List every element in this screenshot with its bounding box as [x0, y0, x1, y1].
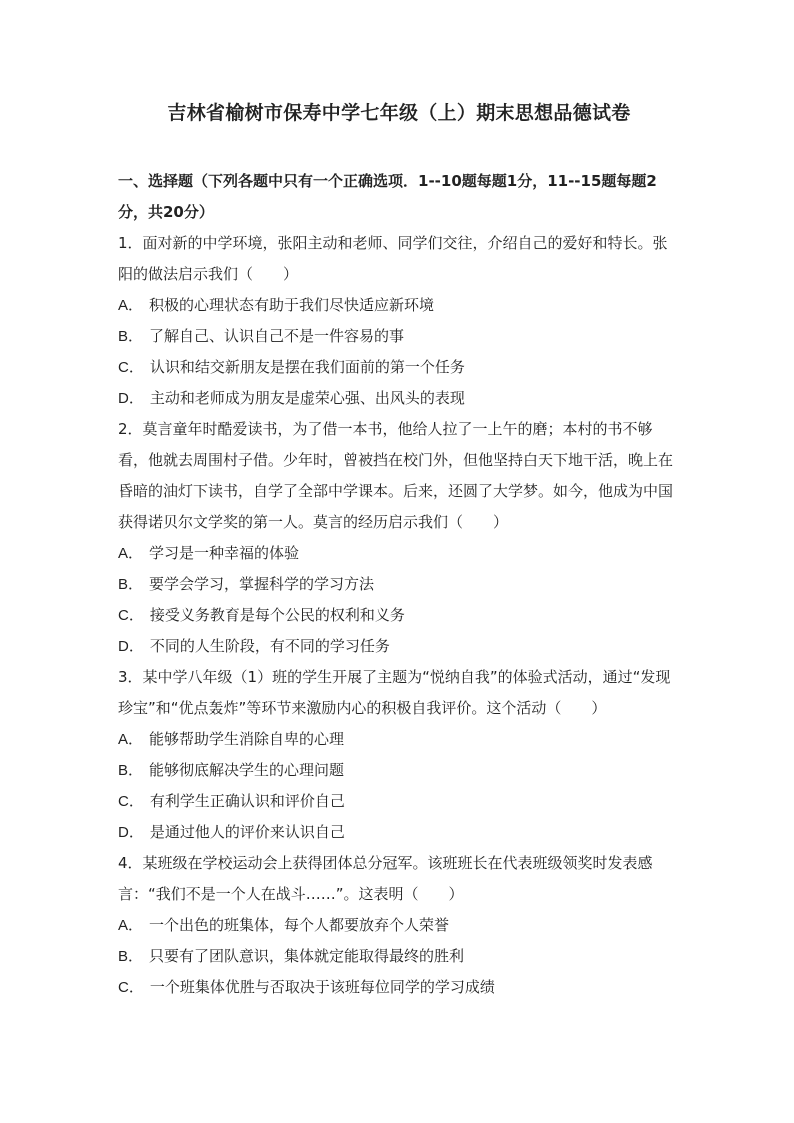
option-b [118, 569, 680, 600]
option-letter: A． [118, 297, 144, 314]
question-2 [118, 414, 680, 662]
option-text: 是通过他人的评价来认识自己 [149, 823, 345, 841]
option-text: 能够彻底解决学生的心理问题 [149, 761, 345, 779]
option-letter: A． [118, 545, 144, 562]
exam-page [118, 100, 680, 1003]
option-letter: B． [118, 762, 144, 779]
question-3 [118, 662, 680, 848]
option-d [118, 817, 680, 848]
option-a [118, 910, 680, 941]
option-text: 主动和老师成为朋友是虚荣心强、出风头的表现 [149, 389, 465, 407]
option-text: 认识和结交新朋友是摆在我们面前的第一个任务 [149, 358, 465, 376]
question-4 [118, 848, 680, 1003]
option-letter: B． [118, 576, 144, 593]
option-letter: A． [118, 917, 144, 934]
option-text: 能够帮助学生消除自卑的心理 [149, 730, 345, 748]
option-letter: B． [118, 948, 144, 965]
option-a [118, 290, 680, 321]
option-letter: D． [118, 824, 144, 841]
question-1 [118, 228, 680, 414]
option-b [118, 941, 680, 972]
option-text: 积极的心理状态有助于我们尽快适应新环境 [149, 296, 435, 314]
question-stem: 3．某中学八年级（1）班的学生开展了主题为“悦纳自我”的体验式活动，通过“发现珍宝”和“优点轰炸”等环节来激励内心的积极自我评价。这个活动（ ） [118, 668, 671, 717]
option-a [118, 538, 680, 569]
option-c [118, 600, 680, 631]
option-letter: B． [118, 328, 144, 345]
option-c [118, 972, 680, 1003]
option-a [118, 724, 680, 755]
option-letter: A． [118, 731, 144, 748]
option-text: 只要有了团队意识，集体就定能取得最终的胜利 [149, 947, 465, 965]
option-letter: C． [118, 359, 144, 376]
option-b [118, 321, 680, 352]
option-text: 接受义务教育是每个公民的权利和义务 [149, 606, 405, 624]
option-text: 有利学生正确认识和评价自己 [149, 792, 345, 810]
option-text: 要学会学习，掌握科学的学习方法 [149, 575, 375, 593]
option-text: 一个班集体优胜与否取决于该班每位同学的学习成绩 [149, 978, 495, 996]
option-c [118, 786, 680, 817]
option-c [118, 352, 680, 383]
question-stem: 4．某班级在学校运动会上获得团体总分冠军。该班班长在代表班级领奖时发表感言：“我们不是一个人在战斗……”。这表明（ ） [118, 854, 653, 903]
question-stem: 1．面对新的中学环境，张阳主动和老师、同学们交往，介绍自己的爱好和特长。张阳的做法启示我们（ ） [118, 234, 668, 283]
option-text: 不同的人生阶段，有不同的学习任务 [149, 637, 390, 655]
option-letter: C． [118, 979, 144, 996]
option-d [118, 631, 680, 662]
page-title: 吉林省榆树市保寿中学七年级（上）期末思想品德试卷 [167, 102, 631, 124]
section-heading: 一、选择题（下列各题中只有一个正确选项．1--10题每题1分，11--15题每题2分，共20分） [118, 172, 657, 221]
option-letter: D． [118, 390, 144, 407]
option-letter: C． [118, 607, 144, 624]
option-letter: C． [118, 793, 144, 810]
option-letter: D． [118, 638, 144, 655]
option-text: 了解自己、认识自己不是一件容易的事 [149, 327, 405, 345]
option-text: 一个出色的班集体，每个人都要放弃个人荣誉 [149, 916, 450, 934]
option-d [118, 383, 680, 414]
option-b [118, 755, 680, 786]
question-stem: 2．莫言童年时酷爱读书，为了借一本书，他给人拉了一上午的磨；本村的书不够看，他就去周围村子借。少年时，曾被挡在校门外，但他坚持白天下地干活，晚上在昏暗的油灯下读书，自学了全部中学课本。后来，还圆了大学梦。如今，他成为中国获得诺贝尔文学奖的第一人。莫言的经历启示我们（ ） [118, 420, 674, 531]
option-text: 学习是一种幸福的体验 [149, 544, 300, 562]
